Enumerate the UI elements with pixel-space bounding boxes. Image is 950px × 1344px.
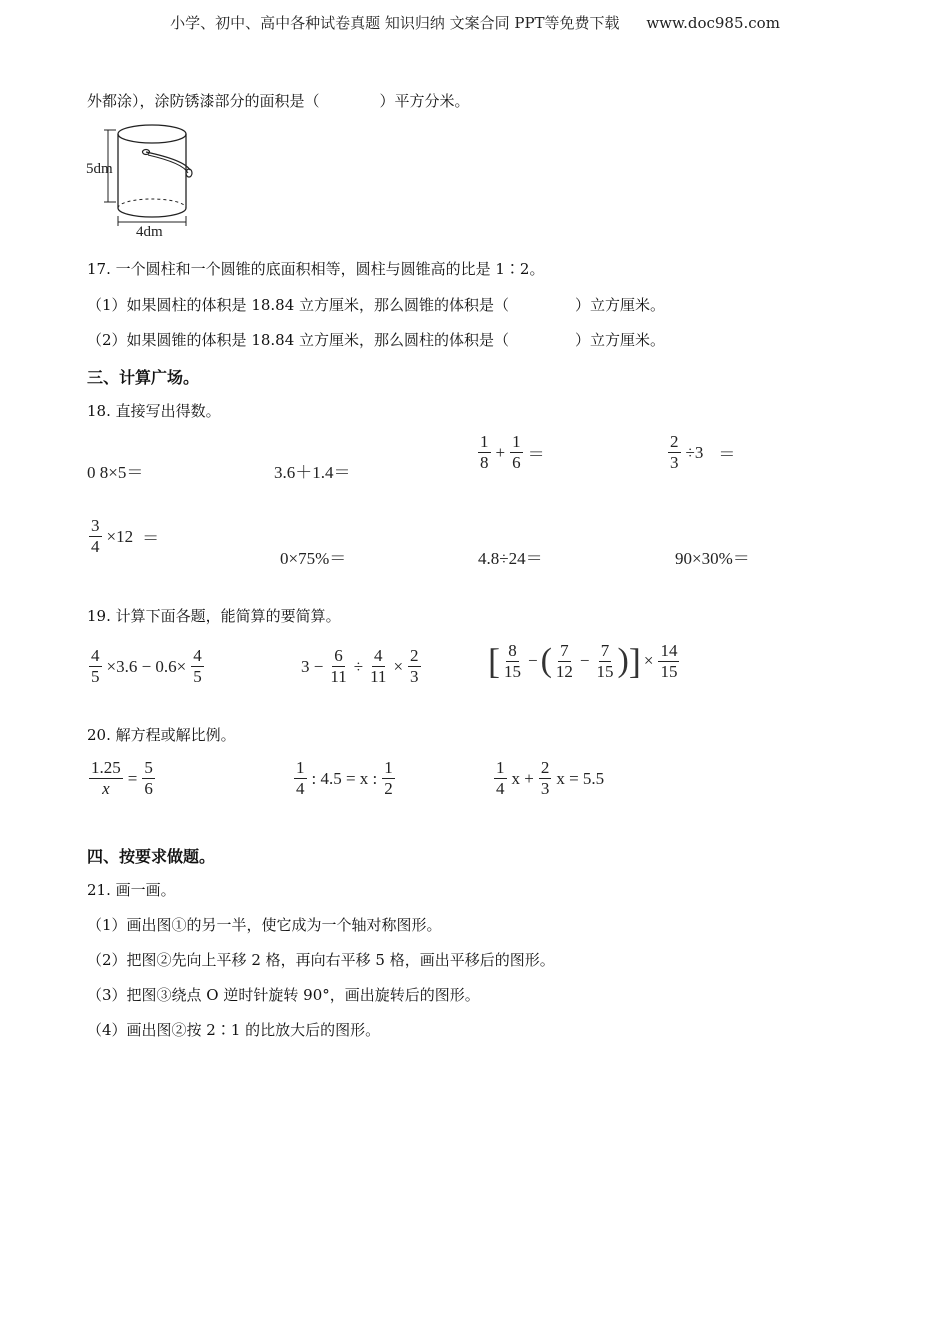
fraction: $\frac{8}{15}$ — [504, 640, 521, 681]
q20-e3: $\frac{1}{4}$ x + $\frac{2}{3}$ x = 5.5 — [496, 758, 605, 798]
fraction: $\frac{4}{11}$ — [370, 646, 387, 686]
fraction: $\frac{4}{5}$ — [91, 646, 100, 686]
fraction: $\frac{7}{15}$ — [596, 640, 614, 681]
bucket-figure — [84, 118, 204, 240]
q16-text: 外都涂），涂防锈漆部分的面积是（ — [87, 92, 320, 110]
q18-b2: 0×75%＝ — [280, 549, 347, 568]
q21-stem: 21. 画一画。 — [87, 881, 176, 899]
q21-part4: （4）画出图②按 2∶1 的比放大后的图形。 — [87, 1021, 381, 1039]
q17-part1 — [87, 294, 665, 315]
q17-part1-end: ）立方厘米。 — [575, 296, 666, 314]
fraction: $\frac{2}{3}$ — [540, 758, 550, 798]
q18-stem: 18. 直接写出得数。 — [87, 402, 221, 420]
fraction: $\frac{14}{15}$ — [660, 640, 678, 681]
fraction: $\frac{1}{6}$ — [512, 432, 521, 472]
fraction: $\frac{2}{3}$ — [670, 432, 679, 472]
header-site: www.doc985.com — [646, 14, 780, 32]
q17-part1-text: （1）如果圆柱的体积是 18.84 立方厘米，那么圆锥的体积是（ — [87, 296, 510, 314]
fraction: $\frac{1.25}{x}$ — [91, 758, 121, 798]
fraction: $\frac{1}{4}$ — [496, 758, 505, 798]
section-3-title: 三、计算广场。 — [87, 368, 200, 387]
q19-e2: 3 − $\frac{6}{11}$ ÷ $\frac{4}{11}$ × $\frac{2}{3}$ — [301, 646, 419, 686]
q20-e1: $\frac{1.25}{x}$ = $\frac{5}{6}$ — [91, 758, 153, 798]
q19-e3: [ $\frac{8}{15}$ −( $\frac{7}{12}$ − $\frac{7}{15}$ )] × $\frac{14}{15}$ — [488, 640, 678, 681]
q16-line — [87, 90, 470, 111]
header-text: 小学、初中、高中各种试卷真题 知识归纳 文案合同 PPT等免费下载 — [170, 14, 620, 32]
fraction: $\frac{7}{12}$ — [555, 640, 573, 681]
q21-part2: （2）把图②先向上平移 2 格，再向右平移 5 格，画出平移后的图形。 — [87, 951, 555, 969]
fraction: $\frac{4}{5}$ — [193, 646, 202, 686]
q17-part2-text: （2）如果圆锥的体积是 18.84 立方厘米，那么圆柱的体积是（ — [87, 331, 510, 349]
section-4-title: 四、按要求做题。 — [87, 847, 216, 866]
q18-a4: $\frac{2}{3}$ ÷3 ＝ — [670, 432, 736, 472]
q17-part2-end: ）立方厘米。 — [575, 331, 666, 349]
q21-part1: （1）画出图①的另一半，使它成为一个轴对称图形。 — [87, 916, 442, 934]
q20-e2: $\frac{1}{4}$ : 4.5 = x : $\frac{1}{2}$ — [296, 758, 393, 798]
q19-stem: 19. 计算下面各题，能简算的要简算。 — [87, 607, 341, 625]
q18-a1: 0 8×5＝ — [87, 463, 144, 482]
q17-part2 — [87, 329, 665, 350]
diameter-label: 4dm — [136, 224, 163, 240]
q17-stem: 17. 一个圆柱和一个圆锥的底面积相等，圆柱与圆锥高的比是 1∶2。 — [87, 260, 545, 278]
q18-a2: 3.6＋1.4＝ — [274, 463, 351, 482]
q16-text-end: ）平方分米。 — [379, 92, 470, 110]
q18-b1: $\frac{3}{4}$ ×12 ＝ — [91, 516, 160, 556]
fraction: $\frac{1}{8}$ — [480, 432, 489, 472]
q18-a3: $\frac{1}{8}$ + $\frac{1}{6}$ ＝ — [480, 432, 545, 472]
q19-e1: $\frac{4}{5}$ ×3.6 − 0.6× $\frac{4}{5}$ — [91, 646, 202, 686]
fraction: $\frac{5}{6}$ — [144, 758, 153, 798]
fraction: $\frac{2}{3}$ — [410, 646, 419, 686]
q18-b4: 90×30%＝ — [675, 549, 750, 568]
fraction: $\frac{3}{4}$ — [91, 516, 100, 556]
fraction: $\frac{1}{4}$ — [296, 758, 305, 798]
fraction: $\frac{6}{11}$ — [330, 646, 347, 686]
q21-part3: （3）把图③绕点 O 逆时针旋转 90°，画出旋转后的图形。 — [87, 986, 480, 1004]
height-label: 5dm — [86, 161, 113, 177]
q20-stem: 20. 解方程或解比例。 — [87, 726, 236, 744]
q18-b3: 4.8÷24＝ — [478, 549, 543, 568]
page-header — [0, 12, 950, 33]
fraction: $\frac{1}{2}$ — [384, 758, 393, 798]
